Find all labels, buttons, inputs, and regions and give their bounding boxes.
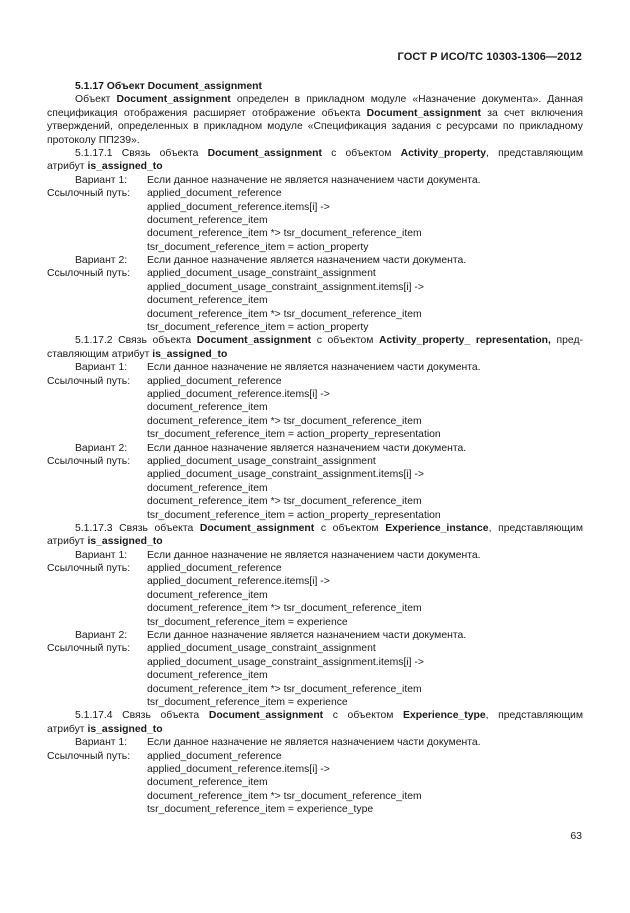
ref-path-row <box>47 642 583 655</box>
path-line: document_reference_item *> tsr_document_reference_item <box>147 790 422 802</box>
intro-entity: Document_assignment <box>366 107 481 119</box>
path-line: tsr_document_reference_item = experience_type <box>147 804 374 816</box>
heading-entity: Document_assignment <box>208 710 324 722</box>
heading-entity: Experience_type <box>403 710 486 722</box>
variant-condition: Если данное назначение является назначением части документа. <box>147 255 467 267</box>
path-line: applied_document_reference.items[i] -> <box>147 388 330 400</box>
heading-text: 5.1.17.4 Связь объекта <box>75 710 209 722</box>
variant-row <box>47 254 583 267</box>
path-line: tsr_document_reference_item = experience <box>147 616 348 628</box>
intro-text: Объект <box>75 94 117 106</box>
variant-condition: Если данное назначение является назначением части документа. <box>147 442 467 454</box>
intro-text: определен в прикладном модуле «Назначение документа». Данная <box>230 94 583 106</box>
path-line: applied_document_usage_constraint_assignment <box>147 268 376 280</box>
ref-path-label: Ссылочный путь: <box>47 643 131 655</box>
heading-text: , представляющим <box>485 710 584 722</box>
heading-entity: Document_assignment <box>196 335 312 347</box>
path-line: applied_document_reference <box>147 375 282 387</box>
intro-line-2 <box>47 107 583 120</box>
heading-text: атрибут <box>47 536 88 548</box>
path-line: document_reference_item *> tsr_document_reference_item <box>147 415 422 427</box>
heading-attribute: is_assigned_to <box>152 348 228 360</box>
heading-text: 5.1.17.3 Связь объекта <box>75 522 200 534</box>
ref-path-row <box>47 750 583 763</box>
intro-text: спецификация отображения расширяет отображение объекта <box>47 107 367 119</box>
ref-path-row <box>47 455 583 468</box>
heading-entity: Experience_instance <box>385 522 489 534</box>
subsection-heading <box>47 709 583 722</box>
variant-condition: Если данное назначение не является назначением части документа. <box>147 737 481 749</box>
path-line: document_reference_item *> tsr_document_reference_item <box>147 683 422 695</box>
path-line: applied_document_usage_constraint_assignment.items[i] -> <box>147 281 424 293</box>
path-line: document_reference_item <box>147 402 268 414</box>
variant-row <box>47 736 583 749</box>
heading-text: 5.1.17.2 Связь объекта <box>75 335 197 347</box>
ref-path-row <box>47 187 583 200</box>
subsection-heading <box>47 147 583 160</box>
path-line: tsr_document_reference_item = action_property_representation <box>147 509 441 521</box>
ref-path-row <box>47 562 583 575</box>
variant-row <box>47 174 583 187</box>
intro-line-3: утверждений, определенных в прикладном модуле «Спецификация задания с ресурсами по прикладному <box>47 121 583 133</box>
variant-label: Вариант 1: <box>75 737 128 749</box>
path-line: document_reference_item <box>147 589 268 601</box>
path-line: applied_document_reference <box>147 188 282 200</box>
heading-text: атрибут <box>47 161 88 173</box>
variant-label: Вариант 1: <box>75 174 128 186</box>
path-line: tsr_document_reference_item = experience <box>147 696 348 708</box>
path-line: document_reference_item *> tsr_document_reference_item <box>147 603 422 615</box>
intro-text: за счет включения <box>481 107 583 119</box>
ref-path-row <box>47 375 583 388</box>
intro-line-4: протоколу ПП239». <box>47 134 140 146</box>
ref-path-label: Ссылочный путь: <box>47 455 131 467</box>
variant-condition: Если данное назначение не является назначением части документа. <box>147 174 481 186</box>
intro-entity: Document_assignment <box>116 94 231 106</box>
page-content <box>47 80 583 816</box>
heading-text: с объектом <box>323 710 404 722</box>
path-line: document_reference_item *> tsr_document_reference_item <box>147 308 422 320</box>
variant-label: Вариант 1: <box>75 362 128 374</box>
subsection-heading <box>47 334 583 347</box>
heading-entity: Activity_property_ representation, <box>379 335 551 347</box>
variant-condition: Если данное назначение не является назначением части документа. <box>147 549 481 561</box>
heading-text: , представляющим <box>488 522 584 534</box>
path-line: tsr_document_reference_item = action_property_representation <box>147 429 441 441</box>
path-line: applied_document_reference.items[i] -> <box>147 201 330 213</box>
path-line: document_reference_item <box>147 214 268 226</box>
heading-attribute: is_assigned_to <box>87 536 163 548</box>
path-line: applied_document_usage_constraint_assignment.items[i] -> <box>147 469 424 481</box>
variant-condition: Если данное назначение является назначением части документа. <box>147 630 467 642</box>
variant-row <box>47 442 583 455</box>
path-line: tsr_document_reference_item = action_property <box>147 241 369 253</box>
heading-entity: Activity_property <box>400 147 487 159</box>
variant-label: Вариант 2: <box>75 630 128 642</box>
variant-label: Вариант 2: <box>75 255 128 267</box>
heading-text: 5.1.17.1 Связь объекта <box>75 147 208 159</box>
path-line: document_reference_item <box>147 777 268 789</box>
section-title: 5.1.17 Объект Document_assignment <box>75 81 262 92</box>
ref-path-label: Ссылочный путь: <box>47 750 131 762</box>
subsection-heading <box>47 522 583 535</box>
heading-text: атрибут <box>47 723 88 735</box>
path-line: document_reference_item <box>147 482 268 494</box>
intro-line-1 <box>47 93 583 106</box>
heading-text: с объектом <box>311 335 379 347</box>
path-line: applied_document_reference.items[i] -> <box>147 763 330 775</box>
path-line: applied_document_usage_constraint_assignment.items[i] -> <box>147 656 424 668</box>
path-line: applied_document_reference.items[i] -> <box>147 576 330 588</box>
subsection-heading-cont <box>47 160 583 173</box>
path-line: document_reference_item <box>147 670 268 682</box>
ref-path-label: Ссылочный путь: <box>47 268 131 280</box>
path-line: applied_document_reference <box>147 750 282 762</box>
heading-text: пред- <box>550 335 583 347</box>
path-line: document_reference_item <box>147 295 268 307</box>
path-line: document_reference_item *> tsr_document_reference_item <box>147 228 422 240</box>
subsection-heading-cont <box>47 348 583 361</box>
subsection-heading-cont <box>47 723 583 736</box>
page-number: 63 <box>570 830 582 842</box>
heading-text: с объектом <box>321 147 401 159</box>
variant-label: Вариант 2: <box>75 442 128 454</box>
variant-condition: Если данное назначение не является назначением части документа. <box>147 362 481 374</box>
variant-row <box>47 629 583 642</box>
variant-label: Вариант 1: <box>75 549 128 561</box>
ref-path-label: Ссылочный путь: <box>47 563 131 575</box>
heading-text: ставляющим атрибут <box>47 348 153 360</box>
heading-entity: Document_assignment <box>199 522 315 534</box>
variant-row <box>47 361 583 374</box>
path-line: tsr_document_reference_item = action_property <box>147 322 369 334</box>
ref-path-label: Ссылочный путь: <box>47 375 131 387</box>
page-header: ГОСТ Р ИСО/ТС 10303-1306—2012 <box>397 51 582 63</box>
heading-text: с объектом <box>314 522 386 534</box>
path-line: applied_document_usage_constraint_assignment <box>147 643 376 655</box>
ref-path-row <box>47 267 583 280</box>
heading-entity: Document_assignment <box>207 147 322 159</box>
heading-text: , представляющим <box>486 147 584 159</box>
ref-path-label: Ссылочный путь: <box>47 188 131 200</box>
heading-attribute: is_assigned_to <box>87 723 163 735</box>
heading-attribute: is_assigned_to <box>87 161 163 173</box>
path-line: applied_document_usage_constraint_assignment <box>147 455 376 467</box>
path-line: applied_document_reference <box>147 563 282 575</box>
subsection-heading-cont <box>47 535 583 548</box>
path-line: document_reference_item *> tsr_document_reference_item <box>147 496 422 508</box>
variant-row <box>47 549 583 562</box>
